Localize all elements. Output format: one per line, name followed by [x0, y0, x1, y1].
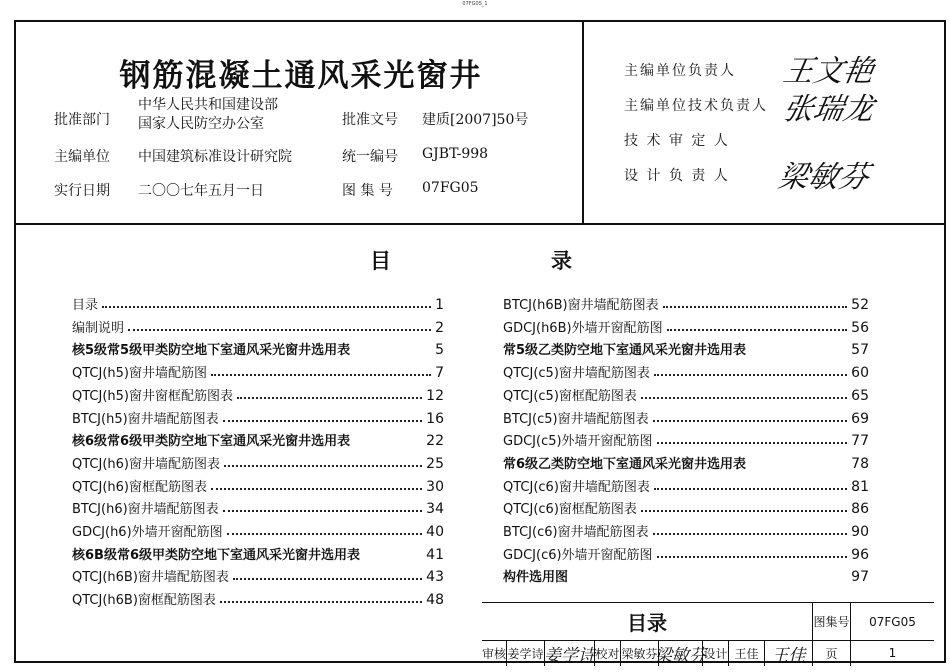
toc-entry-title: QTCJ(c5)窗井墙配筋图表	[503, 366, 650, 382]
signature-role: 主编单位技术负责人	[624, 98, 768, 114]
toc-entry	[72, 359, 444, 381]
toc-entry-page: 96	[851, 546, 869, 563]
toc-entry-title: BTCJ(c6)窗井墙配筋图表	[503, 525, 649, 540]
toc-entry	[503, 382, 869, 404]
toc-entry	[72, 563, 444, 585]
toc-entry-page: 48	[426, 592, 444, 609]
stamp-design-name: 王佳	[728, 640, 764, 666]
toc-block	[14, 223, 946, 666]
toc-entry-title: GDCJ(c6)外墙开窗配筋图	[503, 547, 653, 563]
toc-entry-title: 核6B级常6级甲类防空地下室通风采光窗井选用表	[72, 547, 360, 563]
toc-leader-dots	[224, 465, 422, 467]
toc-entry-title: QTCJ(h6)窗框配筋图表	[72, 479, 207, 495]
toc-entry-page: 22	[426, 433, 444, 450]
stamp-review-label: 审核	[482, 646, 507, 661]
toc-entry-page: 40	[426, 524, 444, 540]
toc-leader-dots	[653, 420, 848, 422]
signature-name: 梁敏芬	[775, 160, 872, 195]
toc-leader-dots	[102, 306, 431, 308]
toc-entry-page: 2	[435, 319, 444, 336]
serial-label: 统一编号	[342, 149, 398, 165]
toc-leader-dots	[653, 533, 848, 535]
toc-entry-page: 5	[435, 342, 444, 359]
toc-entry	[503, 359, 869, 381]
toc-entry-page: 65	[851, 387, 869, 404]
toc-entry-page: 81	[851, 478, 869, 495]
toc-entry-page: 25	[426, 455, 444, 472]
toc-entry-page: 60	[851, 365, 869, 382]
toc-entry	[503, 336, 869, 358]
toc-entry-page: 1	[435, 297, 444, 313]
toc-entry-page: 97	[851, 569, 869, 586]
toc-entry-page: 52	[851, 297, 869, 313]
signature-name: 张瑞龙	[780, 92, 877, 127]
dept-value-1: 中华人民共和国建设部	[138, 97, 278, 113]
stamp-page-label: 页	[812, 640, 850, 666]
stamp-title: 目录	[627, 611, 667, 635]
toc-entry-page: 34	[426, 501, 444, 518]
toc-leader-dots	[211, 374, 431, 376]
stamp-design-signature: 王佳	[771, 645, 806, 666]
toc-entry-title: QTCJ(h5)窗井窗框配筋图表	[72, 388, 233, 404]
toc-entry	[503, 563, 869, 585]
toc-entry-title: BTCJ(c5)窗井墙配筋图表	[503, 411, 649, 427]
signature-role: 设 计 负 责 人	[624, 168, 730, 184]
toc-leader-dots	[233, 578, 422, 580]
toc-entry-title: QTCJ(h6B)窗框配筋图表	[72, 593, 216, 609]
doc-no-value: 建质[2007]50号	[422, 112, 529, 128]
stamp-check-label: 校对	[594, 640, 620, 666]
editor-label: 主编单位	[54, 149, 110, 165]
toc-entry	[72, 291, 444, 313]
toc-leader-dots	[220, 601, 422, 603]
toc-leader-dots	[223, 510, 423, 512]
toc-entry-page: 12	[426, 387, 444, 404]
doc-no-label: 批准文号	[342, 112, 398, 128]
signature-name: 王文艳	[780, 54, 877, 89]
toc-entry-title: 编制说明	[72, 320, 125, 336]
toc-leader-dots	[657, 556, 848, 558]
toc-entry-page: 30	[426, 478, 444, 495]
toc-entry-title: BTCJ(h6)窗井墙配筋图表	[72, 502, 219, 518]
toc-leader-dots	[663, 306, 848, 308]
toc-entry-title: 常5级乙类防空地下室通风采光窗井选用表	[503, 343, 747, 359]
toc-entry-page: 86	[851, 501, 869, 518]
toc-entry	[72, 405, 444, 427]
toc-entry-title: 常6级乙类防空地下室通风采光窗井选用表	[503, 456, 747, 472]
toc-leader-dots	[211, 488, 422, 490]
signature-role: 主编单位负责人	[624, 63, 736, 79]
document-title: 钢筋混凝土通风采光窗井	[119, 58, 483, 94]
title-block	[14, 20, 584, 225]
toc-leader-dots	[223, 420, 423, 422]
toc-entry-page: 7	[435, 365, 444, 382]
toc-entry	[503, 405, 869, 427]
toc-entry	[72, 336, 444, 358]
toc-entry	[503, 450, 869, 472]
toc-title-1: 目	[370, 248, 391, 273]
toc-entry	[72, 541, 444, 563]
stamp-review-name: 姜学诗	[506, 640, 544, 666]
toc-entry	[503, 291, 869, 313]
toc-entry	[72, 427, 444, 449]
date-value: 二〇〇七年五月一日	[138, 183, 264, 199]
toc-entry-page: 16	[426, 410, 444, 427]
title-stamp	[482, 602, 934, 666]
toc-entry	[72, 518, 444, 540]
toc-entry-title: QTCJ(c6)窗框配筋图表	[503, 502, 637, 518]
toc-entry-title: QTCJ(c6)窗井墙配筋图表	[503, 479, 650, 495]
toc-entry-title: 目录	[72, 298, 99, 313]
stamp-atlas-label: 图集号	[812, 603, 850, 640]
toc-leader-dots	[641, 510, 847, 512]
toc-leader-dots	[128, 329, 431, 331]
dept-label: 批准部门	[54, 112, 110, 128]
toc-entry-title: 核6级常6级甲类防空地下室通风采光窗井选用表	[72, 434, 351, 450]
editor-value: 中国建筑标准设计研究院	[138, 149, 292, 165]
signature-role: 技 术 审 定 人	[624, 133, 730, 149]
toc-leader-dots	[667, 329, 848, 331]
toc-entry	[503, 427, 869, 449]
toc-leader-dots	[654, 488, 847, 490]
toc-entry	[503, 473, 869, 495]
toc-entry	[503, 314, 869, 336]
toc-entry-page: 90	[851, 524, 869, 540]
toc-entry-title: GDCJ(h6)外墙开窗配筋图	[72, 525, 223, 540]
toc-leader-dots	[237, 397, 422, 399]
toc-leader-dots	[641, 397, 847, 399]
toc-entry-title: QTCJ(h6B)窗井墙配筋图表	[72, 570, 229, 586]
date-label: 实行日期	[54, 183, 110, 199]
toc-entry-page: 77	[851, 433, 869, 450]
toc-entry	[503, 541, 869, 563]
toc-entry-title: BTCJ(h5)窗井墙配筋图表	[72, 411, 219, 427]
toc-leader-dots	[227, 533, 423, 535]
header-code: 07FG05_1	[462, 1, 488, 7]
toc-title-2: 录	[551, 248, 572, 273]
stamp-atlas-value: 07FG05	[850, 603, 934, 640]
signature-block	[582, 20, 946, 225]
toc-entry-title: 构件选用图	[503, 570, 569, 586]
toc-entry-title: 核5级常5级甲类防空地下室通风采光窗井选用表	[72, 343, 351, 359]
toc-entry-page: 69	[851, 410, 869, 427]
toc-entry	[503, 518, 869, 540]
toc-entry-page: 43	[426, 569, 444, 586]
toc-entry-page: 41	[426, 546, 444, 563]
toc-entry	[72, 382, 444, 404]
toc-entry	[72, 314, 444, 336]
toc-entry-title: QTCJ(h6)窗井墙配筋图表	[72, 456, 220, 472]
toc-entry	[72, 586, 444, 608]
toc-entry-page: 56	[851, 319, 869, 336]
stamp-review-signature: 姜学诗	[544, 645, 595, 666]
toc-entry-title: GDCJ(c5)外墙开窗配筋图	[503, 434, 653, 450]
toc-entry	[503, 495, 869, 517]
toc-entry	[72, 450, 444, 472]
toc-entry-page: 78	[851, 455, 869, 472]
stamp-check-name: 梁敏芬	[620, 640, 658, 666]
toc-entry	[72, 495, 444, 517]
atlas-label: 图 集 号	[342, 183, 393, 199]
toc-entry-page: 57	[851, 342, 869, 359]
toc-entry-title: QTCJ(c5)窗框配筋图表	[503, 388, 637, 404]
toc-entry-title: GDCJ(h6B)外墙开窗配筋图	[503, 320, 663, 336]
toc-entry-title: QTCJ(h5)窗井墙配筋图	[72, 366, 207, 382]
stamp-design-label: 设计	[702, 640, 728, 666]
toc-leader-dots	[657, 442, 848, 444]
toc-entry-title: BTCJ(h6B)窗井墙配筋图表	[503, 298, 659, 313]
dept-value-2: 国家人民防空办公室	[138, 116, 264, 132]
stamp-page-value: 1	[850, 640, 934, 666]
atlas-value: 07FG05	[422, 180, 479, 196]
serial-value: GJBT-998	[422, 146, 489, 162]
toc-leader-dots	[654, 374, 847, 376]
stamp-check-signature: 梁敏芬	[655, 645, 706, 666]
toc-entry	[72, 473, 444, 495]
